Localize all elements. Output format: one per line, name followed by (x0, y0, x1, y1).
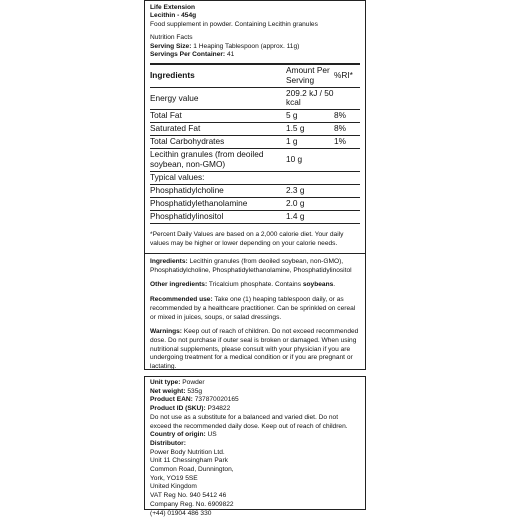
unit-type-value: Powder (182, 379, 205, 386)
servings-per-container (150, 51, 360, 59)
distributor-line: York, YO19 5SE (150, 474, 198, 482)
table-row (150, 185, 360, 198)
brand-name: Life Extension (150, 4, 196, 11)
row-name: Total Carbohydrates (150, 136, 286, 149)
row-ri: 1% (334, 136, 360, 149)
other-ingredients-text: Tricalcium phosphate. Contains (208, 281, 301, 289)
ingredients-label: Ingredients: (150, 258, 188, 265)
other-ingredients-label: Other ingredients: (150, 281, 208, 289)
row-amount: 1.5 g (286, 123, 334, 136)
product-sku (150, 405, 360, 414)
servings-label: Servings Per Container: (150, 51, 226, 59)
row-ri (334, 211, 360, 224)
row-amount: 2.3 g (286, 185, 334, 198)
origin-value: US (207, 431, 217, 439)
distributor-line: Power Body Nutrition Ltd. (150, 448, 225, 456)
row-name: Total Fat (150, 110, 286, 123)
row-name: Phosphatidylinositol (150, 211, 286, 224)
row-amount: 1.4 g (286, 211, 334, 224)
col-ingredients: Ingredients (150, 64, 286, 87)
row-name: Typical values: (150, 172, 286, 185)
distributor-line: Common Road, Dunnington, (150, 466, 234, 474)
net-weight (150, 388, 360, 397)
servings-value: 41 (226, 51, 235, 59)
unit-type (150, 379, 360, 388)
warnings-text: Keep out of reach of children. Do not exceed recommended dose. Do not purchase if outer seal is broken or damaged. When using nutritional supplements, please consult with your physician if you are undergoing treatment for a medical condition or if you are pregnant or lactating. (150, 328, 359, 371)
row-ri (334, 172, 360, 185)
warnings-label: Warnings: (150, 328, 182, 336)
table-row (150, 110, 360, 123)
ingredients-block (150, 258, 360, 275)
net-weight-value: 535g (187, 387, 203, 395)
disclaimer: Do not use as a substitute for a balanced and varied diet. Do not exceed the recommended daily dose. Keep out of reach of children. (150, 413, 348, 430)
nutrition-panel (144, 0, 366, 254)
recommended-use-label: Recommended use: (150, 296, 213, 304)
recommended-use-text: Take one (1) heaping tablespoon daily, or as recommended by a healthcare practitioner. Can be sprinkled on cereal or mixed in juices, soups, or salad dressings. (150, 296, 356, 321)
country-of-origin (150, 431, 360, 440)
serving-size (150, 43, 360, 51)
serving-size-label: Serving Size: (150, 42, 192, 50)
table-header-row (150, 64, 360, 87)
row-name: Energy value (150, 87, 286, 110)
row-ri (334, 87, 360, 110)
distributor-line: United Kingdom (150, 483, 197, 491)
col-ri: %RI* (334, 64, 360, 87)
unit-type-label: Unit type: (150, 379, 181, 386)
product-ean (150, 396, 360, 405)
table-row (150, 136, 360, 149)
product-sku-value: P34822 (207, 405, 231, 413)
row-ri: 8% (334, 123, 360, 136)
row-amount: 1 g (286, 136, 334, 149)
row-ri (334, 198, 360, 211)
row-amount: 2.0 g (286, 198, 334, 211)
row-ri (334, 149, 360, 172)
warnings-block (150, 328, 360, 372)
product-description: Food supplement in powder. Containing Lecithin granules (150, 20, 318, 28)
product-name: Lecithin - 454g (150, 12, 197, 20)
net-weight-label: Net weight: (150, 387, 186, 395)
distributor-line: VAT Reg No. 940 5412 46 (150, 492, 227, 500)
row-amount: 10 g (286, 149, 334, 172)
distributor-line: Unit 11 Chessingham Park (150, 457, 228, 465)
other-ingredients-block (150, 281, 360, 290)
table-row (150, 211, 360, 224)
ingredients-text: Lecithin granules (from deoiled soybean, non-GMO), Phosphatidylcholine, Phosphatidylethanolamine, Phosphatidylinositol (150, 258, 352, 274)
nutrition-table (150, 63, 360, 224)
facts-title: Nutrition Facts (150, 34, 193, 42)
table-row (150, 198, 360, 211)
serving-size-value: 1 Heaping Tablespoon (approx. 11g) (193, 42, 300, 50)
table-row (150, 87, 360, 110)
distributor-label: Distributor: (150, 439, 186, 447)
distributor-line: Company Reg. No. 6909822 (150, 500, 234, 508)
table-row (150, 149, 360, 172)
row-amount (286, 172, 334, 185)
product-ean-label: Product EAN: (150, 396, 193, 404)
distributor-line: (+44) 01904 486 330 (150, 509, 212, 517)
row-name: Phosphatidylcholine (150, 185, 286, 198)
label-header (150, 4, 360, 60)
origin-label: Country of origin: (150, 431, 206, 439)
row-ri (334, 185, 360, 198)
row-amount: 209.2 kJ / 50 kcal (286, 87, 334, 110)
row-amount: 5 g (286, 110, 334, 123)
table-row (150, 172, 360, 185)
table-row (150, 123, 360, 136)
row-ri: 8% (334, 110, 360, 123)
product-ean-value: 737870020165 (194, 396, 239, 404)
row-name: Saturated Fat (150, 123, 286, 136)
other-ingredients-end: . (333, 281, 336, 289)
col-amount: Amount Per Serving (286, 64, 334, 87)
recommended-use-block (150, 296, 360, 322)
row-name: Phosphatidylethanolamine (150, 198, 286, 211)
ri-footnote: *Percent Daily Values are based on a 2,000 calorie diet. Your daily values may be higher or lower depending on your calorie needs. (150, 231, 344, 248)
details-panel (144, 376, 366, 517)
row-name: Lecithin granules (from deoiled soybean, non-GMO) (150, 149, 286, 172)
allergen-text: soybeans (302, 281, 334, 289)
product-sku-label: Product ID (SKU): (150, 405, 206, 413)
info-panel (144, 254, 366, 370)
